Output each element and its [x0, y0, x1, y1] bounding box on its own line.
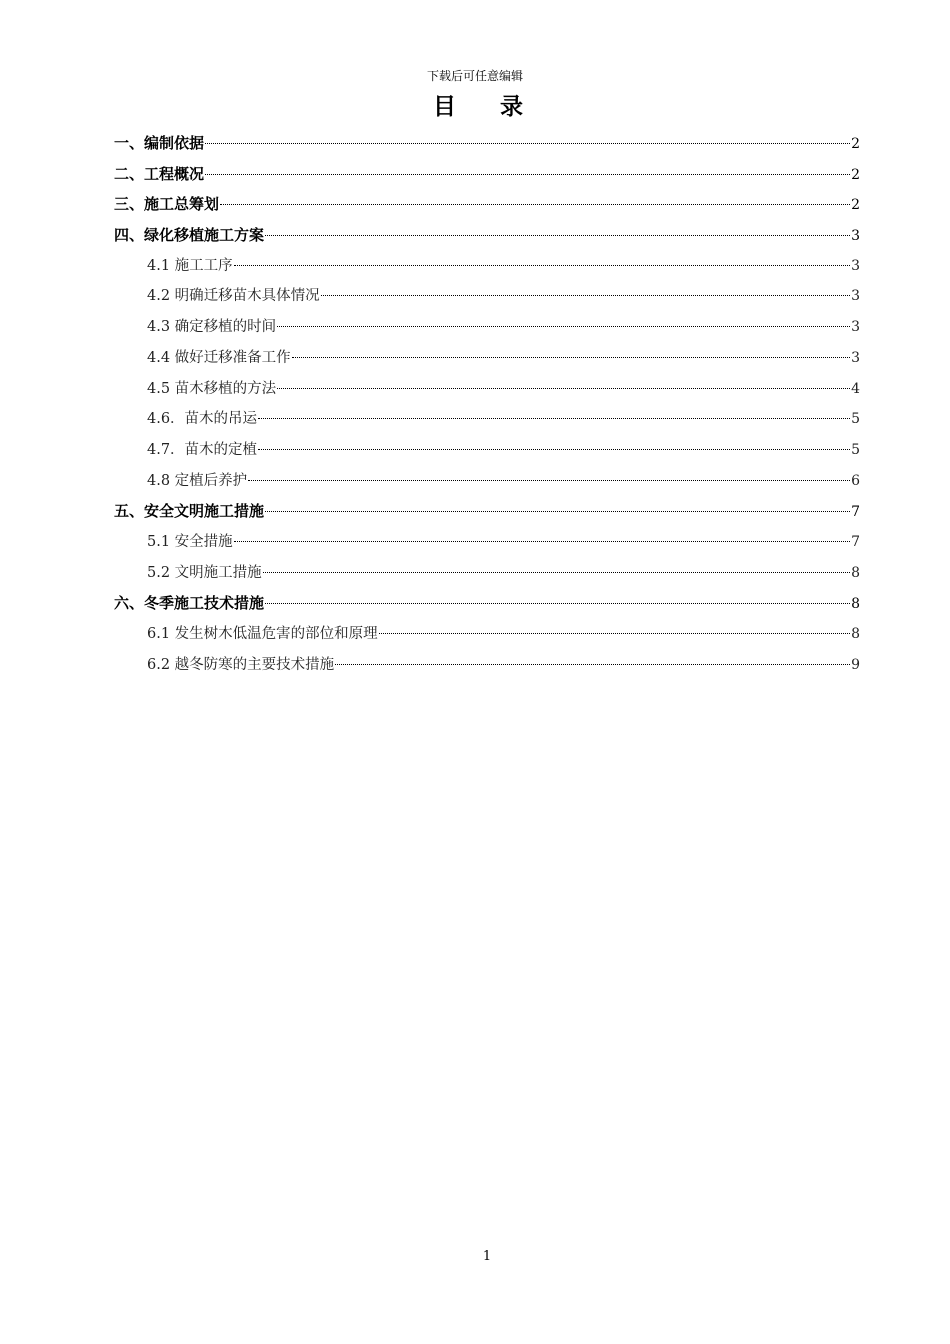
toc-entry-label: 五、安全文明施工措施: [114, 502, 265, 521]
toc-entry-page: 5: [851, 441, 860, 458]
toc-dot-leader: [248, 480, 850, 481]
toc-entry[interactable]: [114, 128, 860, 159]
toc-dot-leader: [321, 295, 850, 296]
toc-entry-page: 8: [851, 626, 860, 642]
toc-entry[interactable]: [114, 343, 860, 374]
toc-entry-page: 3: [851, 228, 860, 245]
toc-entry[interactable]: [114, 496, 860, 527]
toc-entry-label: 4.3 确定移植的时间: [147, 319, 277, 336]
toc-entry-page: 7: [851, 533, 860, 550]
toc-entry-label: 4.5 苗木移植的方法: [147, 380, 277, 397]
toc-entry-page: 8: [851, 564, 860, 581]
toc-dot-leader: [292, 357, 850, 358]
toc-dot-leader: [234, 541, 850, 542]
toc-entry[interactable]: [114, 312, 860, 343]
toc-dot-leader: [277, 326, 850, 327]
toc-entry-label: 5.2 文明施工措施: [147, 564, 262, 581]
toc-entry-page: 2: [851, 136, 860, 152]
toc-entry-page: 3: [851, 319, 860, 336]
toc-dot-leader: [379, 633, 850, 634]
toc-title: 目 录: [432, 94, 541, 120]
toc-dot-leader: [205, 174, 850, 175]
toc-entry-page: 3: [851, 349, 860, 366]
toc-entry[interactable]: [114, 189, 860, 220]
toc-entry-page: 6: [851, 472, 860, 489]
toc-entry-page: 3: [851, 288, 860, 305]
toc-entry-label: 4.6．苗木的吊运: [147, 411, 258, 428]
toc-entry[interactable]: [114, 558, 860, 589]
toc-entry-label: 4.4 做好迁移准备工作: [147, 349, 291, 366]
toc-dot-leader: [258, 418, 850, 419]
toc-entry-label: 4.8 定植后养护: [147, 472, 248, 489]
toc-dot-leader: [220, 204, 850, 205]
header-note: 下载后可任意编辑: [426, 69, 523, 83]
toc-entry[interactable]: [114, 220, 860, 251]
toc-entry[interactable]: [114, 159, 860, 190]
toc-entry-label: 4.1 施工工序: [147, 257, 233, 274]
toc-entry[interactable]: [114, 404, 860, 435]
toc-entry-label: 5.1 安全措施: [147, 533, 233, 550]
toc-entry[interactable]: [114, 588, 860, 619]
toc-entry-page: 2: [851, 166, 860, 183]
toc-entry-label: 4.7．苗木的定植: [147, 441, 258, 458]
toc-entry-page: 7: [851, 504, 860, 521]
toc-entry-page: 2: [851, 197, 860, 214]
toc-dot-leader: [258, 449, 850, 450]
toc-entry-label: 四、绿化移植施工方案: [114, 226, 265, 245]
toc-entry-label: 6.1 发生树木低温危害的部位和原理: [147, 626, 378, 642]
toc-dot-leader: [265, 603, 850, 604]
toc-entry-label: 六、冬季施工技术措施: [114, 594, 265, 613]
toc-entry[interactable]: [114, 527, 860, 558]
table-of-contents: [114, 128, 860, 680]
toc-entry[interactable]: [114, 251, 860, 282]
toc-entry[interactable]: [114, 435, 860, 466]
toc-entry[interactable]: [114, 374, 860, 405]
toc-entry-page: 3: [851, 257, 860, 274]
page-number: 1: [482, 1249, 492, 1264]
toc-entry[interactable]: [114, 650, 860, 681]
toc-entry[interactable]: [114, 619, 860, 650]
toc-dot-leader: [335, 664, 850, 665]
toc-dot-leader: [205, 143, 850, 144]
toc-dot-leader: [265, 235, 850, 236]
toc-entry[interactable]: [114, 281, 860, 312]
toc-entry-page: 9: [851, 656, 860, 673]
toc-dot-leader: [265, 511, 850, 512]
toc-entry-label: 一、编制依据: [114, 134, 205, 152]
toc-entry-page: 8: [851, 596, 860, 613]
toc-dot-leader: [277, 388, 850, 389]
toc-entry-page: 4: [851, 380, 860, 397]
toc-entry[interactable]: [114, 466, 860, 497]
toc-entry-page: 5: [851, 411, 860, 428]
toc-entry-label: 三、施工总筹划: [114, 195, 220, 214]
toc-dot-leader: [263, 572, 850, 573]
toc-dot-leader: [234, 265, 850, 266]
toc-entry-label: 4.2 明确迁移苗木具体情况: [147, 288, 320, 305]
toc-entry-label: 6.2 越冬防寒的主要技术措施: [147, 656, 335, 673]
toc-entry-label: 二、工程概况: [114, 164, 205, 183]
